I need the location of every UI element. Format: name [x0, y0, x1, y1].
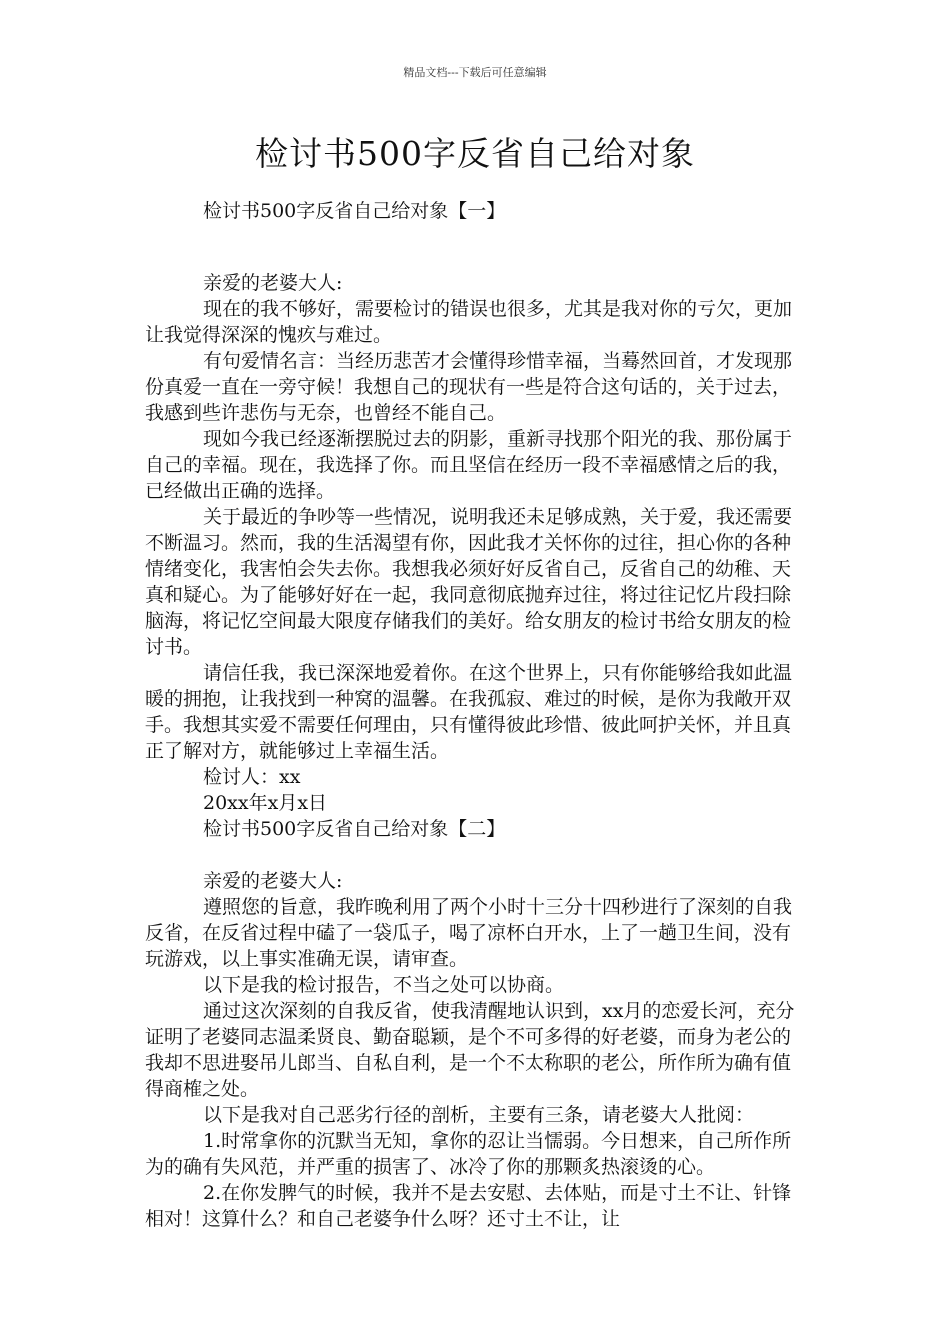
paragraph: 有句爱情名言：当经历悲苦才会懂得珍惜幸福，当蓦然回首，才发现那份真爱一直在一旁守候！我想自己的现状有一些是符合这句话的，关于过去，我感到些许悲伤与无奈，也曾经不能自己。 — [145, 350, 793, 424]
paragraph: 以下是我对自己恶劣行径的剖析，主要有三条，请老婆大人批阅： — [203, 1104, 755, 1126]
blank-line — [145, 842, 805, 868]
blank-line — [145, 244, 805, 270]
paragraph: 通过这次深刻的自我反省，使我清醒地认识到，xx月的恋爱长河，充分证明了老婆同志温柔贤良、勤奋聪颖，是个不可多得的好老婆，而身为老公的我却不思进娶吊儿郎当、自私自利，是一个不太称职的老公，所作所为确有值得商榷之处。 — [145, 1000, 795, 1100]
section-heading-2: 检讨书500字反省自己给对象【二】 — [203, 818, 506, 840]
list-item-1: 1.时常拿你的沉默当无知，拿你的忍让当懦弱。今日想来，自己所作所为的确有失风范，并严重的损害了、冰冷了你的那颗炙热滚烫的心。 — [145, 1130, 792, 1178]
document-title: 检讨书500字反省自己给对象 — [255, 134, 695, 173]
list-item-2: 2.在你发脾气的时候，我并不是去安慰、去体贴，而是寸土不让、针锋相对！这算什么？和自己老婆争什么呀？还寸土不让，让 — [145, 1182, 792, 1230]
document-body — [145, 198, 805, 1232]
date: 20xx年x月x日 — [203, 792, 328, 814]
paragraph: 关于最近的争吵等一些情况，说明我还未足够成熟，关于爱，我还需要不断温习。然而，我的生活渴望有你，因此我才关怀你的过往，担心你的各种情绪变化，我害怕会失去你。我想我必须好好反省自己，反省自己的幼稚、天真和疑心。为了能够好好在一起，我同意彻底抛弃过往，将过往记忆片段扫除脑海，将记忆空间最大限度存储我们的美好。给女朋友的检讨书给女朋友的检讨书。 — [145, 506, 793, 658]
paragraph: 以下是我的检讨报告，不当之处可以协商。 — [203, 974, 565, 996]
salutation: 亲爱的老婆大人: — [203, 870, 343, 892]
section-heading-1: 检讨书500字反省自己给对象【一】 — [203, 200, 506, 222]
salutation: 亲爱的老婆大人: — [203, 272, 343, 294]
signature: 检讨人：xx — [203, 766, 301, 788]
page-header-note: 精品文档---下载后可任意编辑 — [403, 66, 547, 79]
paragraph: 遵照您的旨意，我昨晚利用了两个小时十三分十四秒进行了深刻的自我反省，在反省过程中磕了一袋瓜子，喝了凉杯白开水，上了一趟卫生间，没有玩游戏，以上事实准确无误，请审查。 — [145, 896, 793, 970]
paragraph: 现在的我不够好，需要检讨的错误也很多，尤其是我对你的亏欠，更加让我觉得深深的愧疚与难过。 — [145, 298, 793, 346]
paragraph: 现如今我已经逐渐摆脱过去的阴影，重新寻找那个阳光的我、那份属于自己的幸福。现在，我选择了你。而且坚信在经历一段不幸福感情之后的我，已经做出正确的选择。 — [145, 428, 793, 502]
paragraph: 请信任我，我已深深地爱着你。在这个世界上，只有你能够给我如此温暖的拥抱，让我找到一种窝的温馨。在我孤寂、难过的时候，是你为我敞开双手。我想其实爱不需要任何理由，只有懂得彼此珍惜、彼此呵护关怀，并且真正了解对方，就能够过上幸福生活。 — [145, 662, 793, 762]
